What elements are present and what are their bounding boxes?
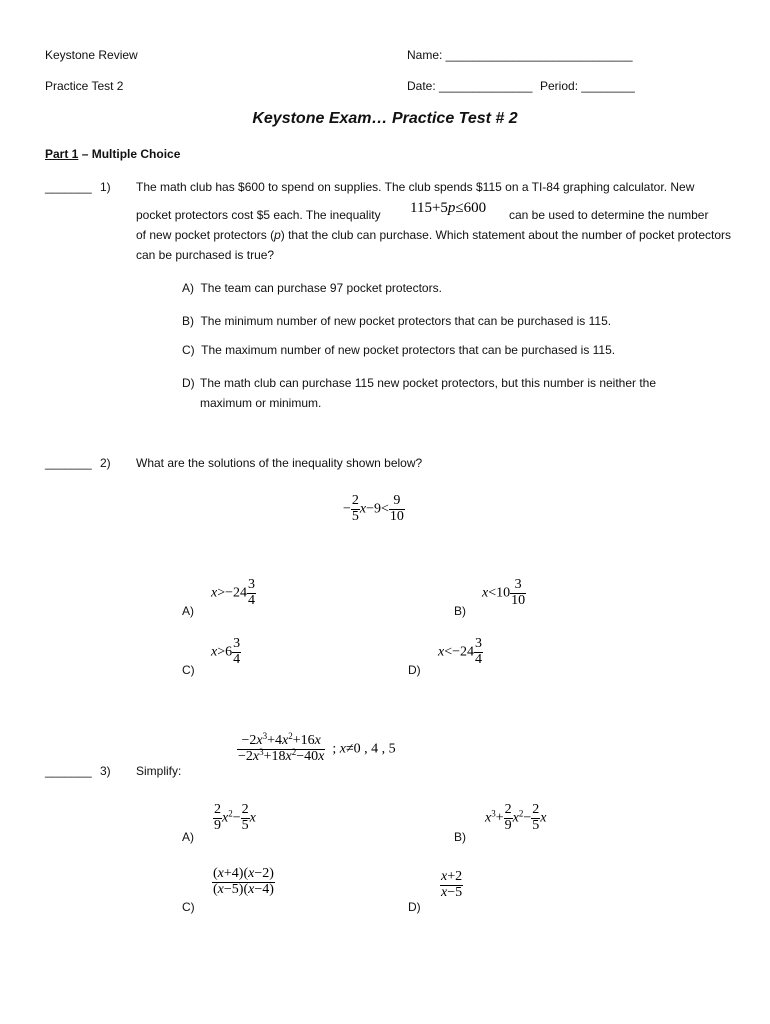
q1-choice-c-label: C) [182, 343, 195, 357]
date-field[interactable]: Date: ______________ [407, 79, 533, 93]
q3-choice-d-label[interactable]: D) [408, 900, 421, 914]
q1-choice-d-label[interactable]: D) [182, 376, 195, 390]
q1-number: 1) [100, 180, 111, 194]
q3-choice-b-math[interactable]: $x^3+$ $\frac{2}{9}$ $x^2-$ $\frac{2}{5}$ x [485, 802, 547, 833]
q3-number: 3) [100, 764, 111, 778]
q3-choice-c-label[interactable]: C) [182, 900, 195, 914]
q2-choice-b-label[interactable]: B) [454, 604, 466, 618]
name-field[interactable]: Name: ____________________________ [407, 48, 633, 62]
q2-choice-a-math[interactable]: x>−24 $\frac{3}{4}$ [211, 577, 256, 608]
q1-choice-a-label: A) [182, 281, 194, 295]
q3-choice-d-math[interactable]: $\frac{x+2}{x-5}$ [441, 869, 463, 900]
q1-inequality: 115+5p≤600 [410, 200, 487, 216]
q3-prompt: Simplify: [136, 764, 182, 778]
q2-inequality: − $\frac{2}{5}$ x−9< $\frac{9}{10}$ [343, 493, 404, 524]
q1-choice-c[interactable] [182, 343, 615, 357]
q1-choice-b-label: B) [182, 314, 194, 328]
period-field[interactable]: Period: ________ [540, 79, 635, 93]
part-label: Part 1 [45, 147, 79, 161]
q3-choice-a-math[interactable]: $\frac{2}{9}$ $x^2-$ $\frac{2}{5}$ x [214, 802, 256, 833]
q1-text-line2a: pocket protectors cost $5 each. The inequality [136, 208, 381, 222]
q2-choice-b-math[interactable]: x<10 $\frac{3}{10}$ [482, 577, 526, 608]
q1-text-line2b: can be used to determine the number [509, 208, 709, 222]
q2-number: 2) [100, 456, 111, 470]
q2-answer-blank[interactable]: _______ [45, 456, 92, 470]
q1-text-line1: The math club has $600 to spend on supplies. The club spends $115 on a TI-84 graphing calculator. New [136, 180, 695, 194]
header-course-name: Keystone Review [45, 48, 138, 62]
q2-choice-a-label[interactable]: A) [182, 604, 194, 618]
part-subtitle: – Multiple Choice [78, 147, 181, 161]
q3-answer-blank[interactable]: _______ [45, 764, 92, 778]
q1-choice-a-text: The team can purchase 97 pocket protectors. [200, 281, 442, 295]
q1-choice-b[interactable] [182, 314, 611, 328]
part-heading [45, 147, 180, 161]
q3-choice-c-math[interactable]: $\frac{(x+4)(x-2)}{(x-5)(x-4)}$ [213, 866, 274, 897]
q1-choice-b-text: The minimum number of new pocket protectors that can be purchased is 115. [200, 314, 612, 328]
q1-answer-blank[interactable]: _______ [45, 180, 92, 194]
q3-expression: $\frac{-2x^3+4x^2+16x}{-2x^3+18x^2-40x}$ ; x≠0 , 4 , 5 [238, 731, 396, 764]
page-title: Keystone Exam… Practice Test # 2 [252, 110, 518, 127]
q2-choice-d-math[interactable]: x<−24 $\frac{3}{4}$ [438, 636, 483, 667]
q1-choice-a[interactable] [182, 281, 442, 295]
q1-text-rest: of new pocket protectors (p) that the club can purchase. Which statement about the number of pocket protectors can be purchased is true? [136, 228, 732, 262]
header-test-name: Practice Test 2 [45, 79, 124, 93]
q2-choice-d-label[interactable]: D) [408, 663, 421, 677]
q2-choice-c-label[interactable]: C) [182, 663, 195, 677]
q1-choice-c-text: The maximum number of new pocket protectors that can be purchased is 115. [201, 343, 616, 357]
q1-choice-d-text[interactable]: The math club can purchase 115 new pocket protectors, but this number is neither the maximum or minimum. [200, 376, 657, 410]
q2-prompt: What are the solutions of the inequality shown below? [136, 456, 423, 470]
q2-choice-c-math[interactable]: x>6 $\frac{3}{4}$ [211, 636, 241, 667]
q3-choice-b-label[interactable]: B) [454, 830, 466, 844]
q3-choice-a-label[interactable]: A) [182, 830, 194, 844]
